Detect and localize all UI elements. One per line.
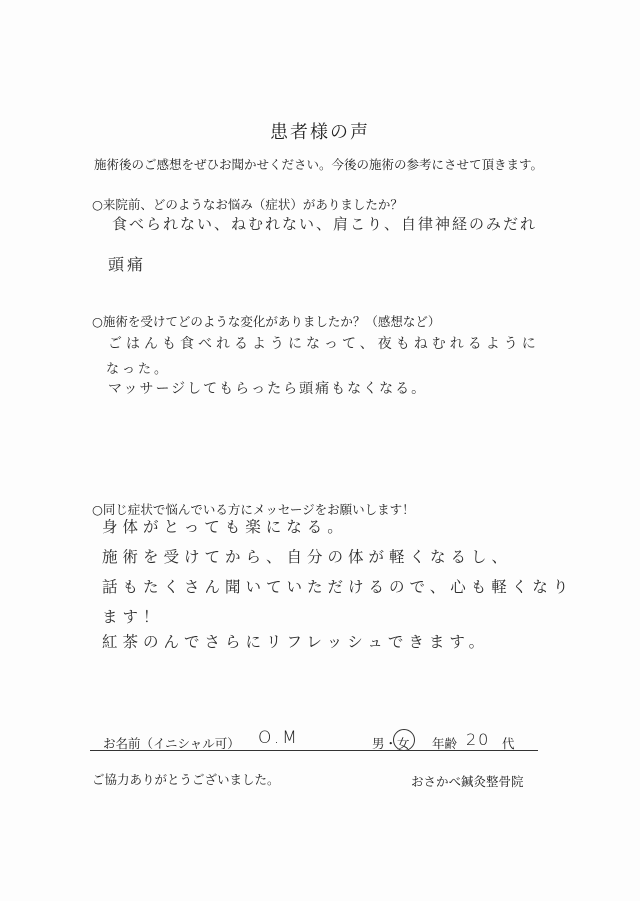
answer-2-line-3: マッサージしてもらったら頭痛もなくなる。 <box>108 381 428 397</box>
intro-text: 施術後のご感想をぜひお聞かせください。今後の施術の参考にさせて頂きます。 <box>94 157 544 172</box>
name-value: O.M <box>258 728 300 748</box>
answer-1-line-2: 頭痛 <box>108 255 147 274</box>
age-value: 20 <box>466 730 491 749</box>
question-3: ○同じ症状で悩んでいる方にメッセージをお願いします！ <box>92 502 415 517</box>
answer-2-line-2: なった。 <box>106 362 171 377</box>
page-title: 患者様の声 <box>270 122 370 143</box>
gender-selection-circle <box>393 729 415 751</box>
answer-1-line-1: 食べられない、ねむれない、肩こり、自律神経のみだれ <box>112 215 538 233</box>
answer-2-line-1: ごはんも食べれるようになって、夜もねむれるように <box>108 336 540 352</box>
answer-3-line-5: 紅茶のんでさらにリフレッシュできます。 <box>102 633 490 651</box>
question-2: ○施術を受けてどのような変化がありましたか？（感想など） <box>92 314 441 329</box>
answer-3-line-1: 身体がとっても楽になる。 <box>102 518 348 536</box>
name-label: お名前（イニシャル可） <box>103 736 240 751</box>
age-label: 年齢 <box>432 736 458 751</box>
thanks-text: ご協力ありがとうございました。 <box>92 772 280 787</box>
answer-3-line-3: 話もたくさん聞いていただけるので、心も軽くなり <box>102 578 574 596</box>
age-unit: 代 <box>502 736 515 751</box>
answer-3-line-4: ます！ <box>102 608 164 626</box>
answer-3-line-2: 施術を受けてから、自分の体が軽くなるし、 <box>102 548 513 566</box>
gender-label: 男・女 <box>372 736 410 751</box>
question-1: ○来院前、どのようなお悩み（症状）がありましたか？ <box>92 197 403 212</box>
clinic-name: おさかべ鍼灸整骨院 <box>411 774 524 789</box>
